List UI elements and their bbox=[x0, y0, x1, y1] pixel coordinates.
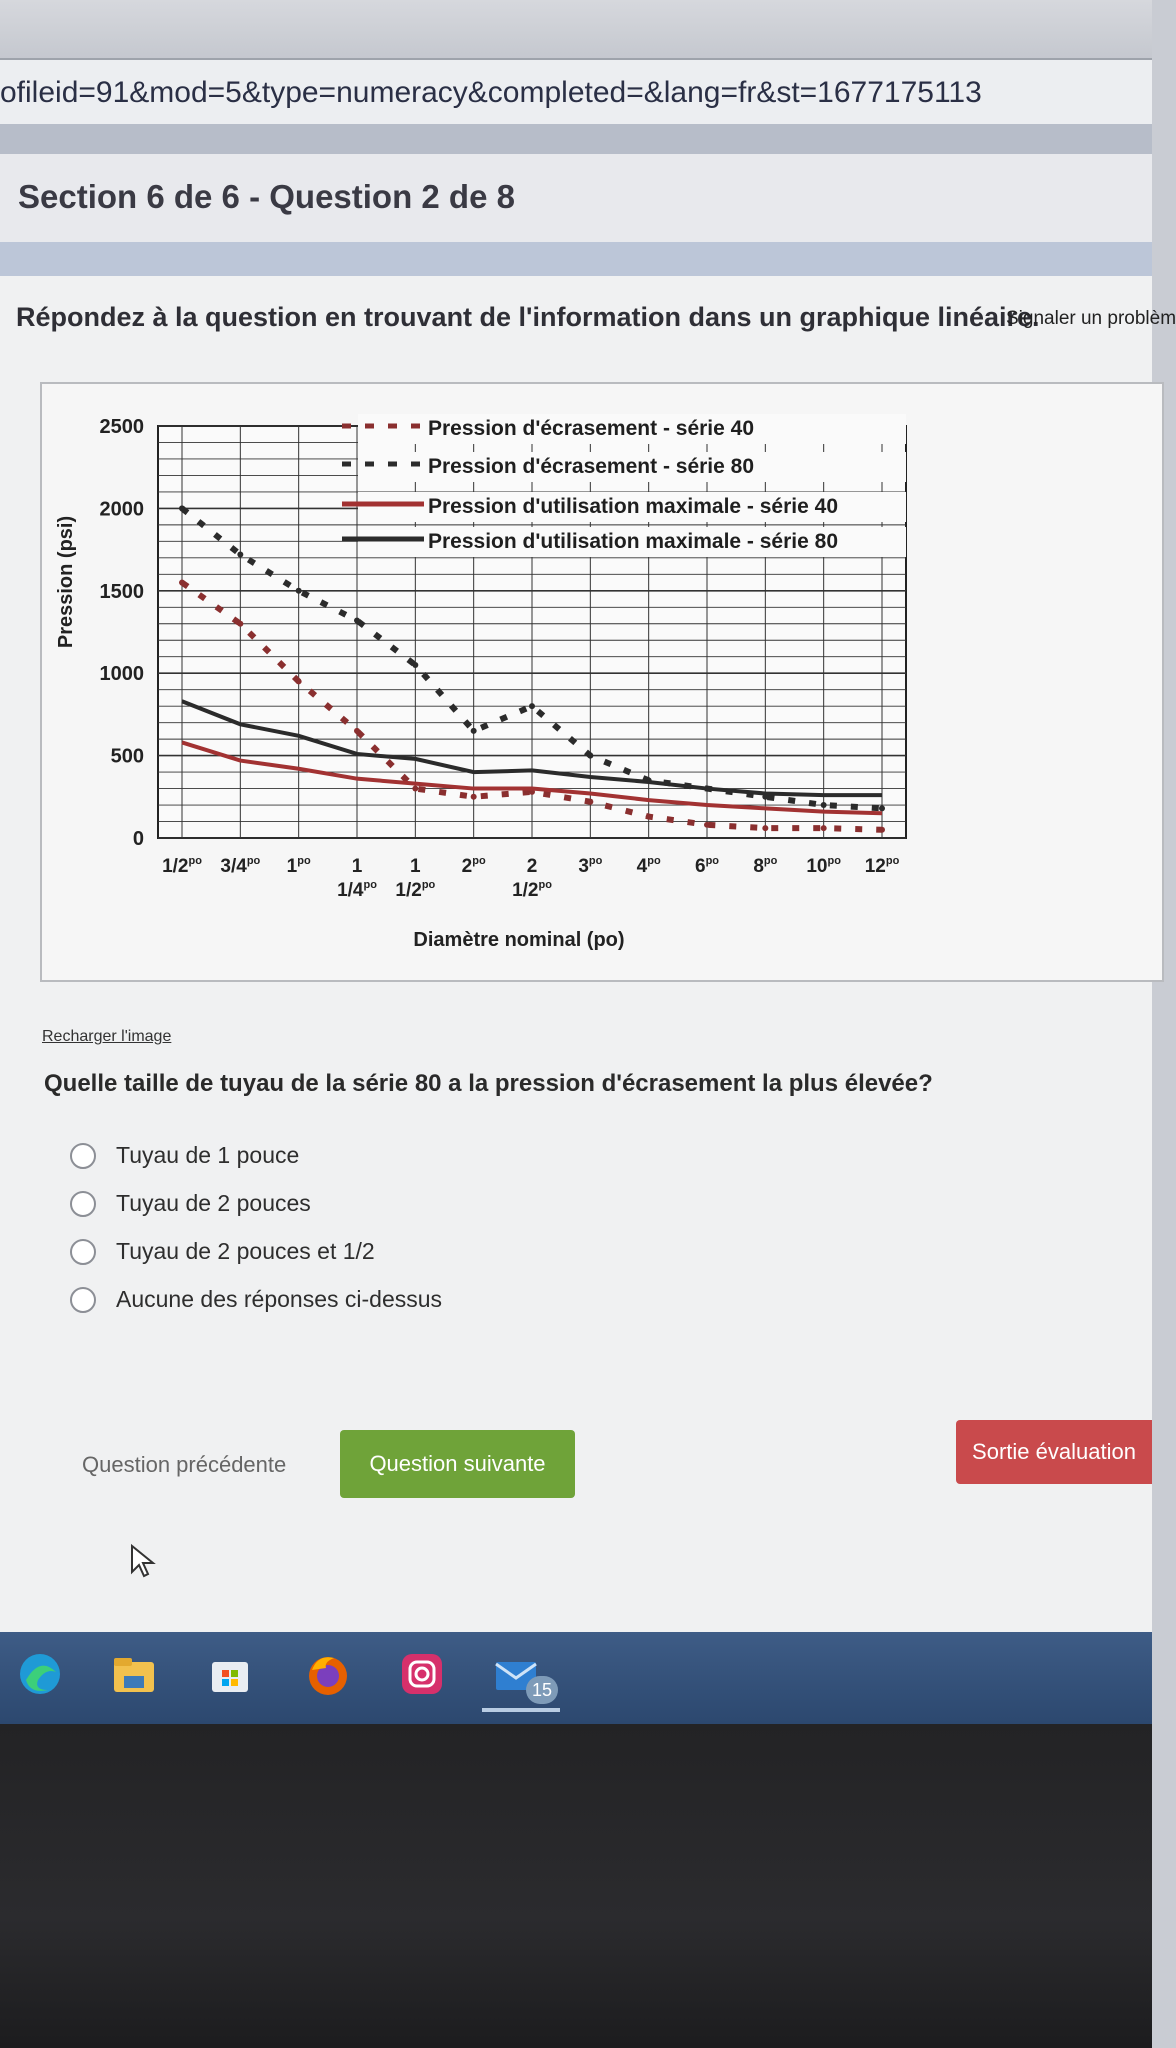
question-instruction: Répondez à la question en trouvant de l'information dans un graphique linéaire. bbox=[16, 302, 1040, 332]
data-point bbox=[179, 580, 185, 586]
x-tick-label: 1 bbox=[351, 856, 363, 877]
radio-button[interactable] bbox=[70, 1191, 96, 1217]
data-point bbox=[646, 814, 652, 820]
report-problem-link[interactable]: Signaler un problèm bbox=[1006, 308, 1176, 329]
x-tick-unit: po bbox=[763, 855, 778, 867]
section-title: Section 6 de 6 - Question 2 de 8 bbox=[18, 178, 515, 215]
x-tick-unit: po bbox=[827, 855, 841, 867]
address-bar-url[interactable]: ofileid=91&mod=5&type=numeracy&completed=&lang=fr&st=1677175113 bbox=[0, 76, 982, 109]
legend-entry: Pression d'écrasement - série 80 bbox=[428, 455, 755, 478]
x-tick-label: $2^{po}$ bbox=[461, 855, 486, 877]
answer-option-3[interactable] bbox=[70, 1238, 375, 1265]
x-tick-label: $10^{po}$ bbox=[806, 855, 841, 877]
firefox-icon[interactable] bbox=[304, 1650, 352, 1698]
data-point bbox=[587, 799, 593, 805]
x-tick-label: $1/2^{po}$ bbox=[512, 879, 552, 901]
y-tick-label: 1000 bbox=[99, 663, 144, 686]
x-tick-unit: po bbox=[647, 855, 661, 867]
x-tick-unit: po bbox=[297, 855, 311, 867]
x-tick-unit: po bbox=[246, 855, 261, 867]
data-point bbox=[354, 617, 360, 623]
previous-question-button[interactable]: Question précédente bbox=[82, 1452, 287, 1477]
x-tick-label: $12^{po}$ bbox=[864, 855, 900, 877]
radio-button[interactable] bbox=[70, 1143, 96, 1169]
answer-option-1[interactable] bbox=[70, 1142, 299, 1169]
answer-option-4[interactable] bbox=[70, 1286, 442, 1313]
answer-option-2[interactable] bbox=[70, 1190, 311, 1217]
data-point bbox=[179, 505, 185, 511]
header-spacer bbox=[0, 124, 1152, 154]
exit-assessment-button[interactable]: Sortie évaluation bbox=[956, 1420, 1152, 1484]
data-point bbox=[879, 805, 885, 811]
x-tick-label: $6^{po}$ bbox=[694, 855, 720, 877]
active-app-indicator bbox=[482, 1708, 560, 1712]
data-point bbox=[412, 786, 418, 792]
x-axis-label: Diamètre nominal (po) bbox=[413, 929, 625, 951]
monitor-bezel bbox=[0, 1724, 1152, 2048]
x-tick-unit: po bbox=[705, 855, 720, 867]
answer-option-label: Tuyau de 1 pouce bbox=[116, 1142, 300, 1168]
data-point bbox=[354, 728, 360, 734]
x-tick-label: 2 bbox=[526, 856, 538, 877]
microsoft-store-icon[interactable] bbox=[206, 1650, 254, 1698]
x-tick-label: $4^{po}$ bbox=[636, 855, 661, 877]
answer-option-label: Tuyau de 2 pouces bbox=[116, 1190, 311, 1216]
x-tick-unit: po bbox=[421, 879, 436, 891]
section-header bbox=[0, 154, 1152, 242]
data-point bbox=[821, 825, 827, 831]
x-tick-label: $3^{po}$ bbox=[578, 855, 603, 877]
legend-entry: Pression d'utilisation maximale - série 80 bbox=[428, 530, 838, 553]
question-text: Quelle taille de tuyau de la série 80 a la pression d'écrasement la plus élevée? bbox=[44, 1070, 933, 1097]
mouse-cursor-icon bbox=[130, 1544, 156, 1578]
answer-option-label: Tuyau de 2 pouces et 1/2 bbox=[116, 1238, 375, 1264]
x-tick-unit: po bbox=[363, 879, 377, 891]
y-tick-label: 2500 bbox=[99, 416, 144, 438]
data-point bbox=[296, 678, 302, 684]
y-tick-label: 1500 bbox=[99, 580, 144, 603]
data-point bbox=[296, 588, 302, 594]
x-tick-label: $1^{po}$ bbox=[286, 855, 311, 877]
file-explorer-icon[interactable] bbox=[110, 1650, 158, 1698]
x-tick-label: $8^{po}$ bbox=[753, 855, 778, 877]
data-point bbox=[704, 822, 710, 828]
legend-entry: Pression d'utilisation maximale - série 40 bbox=[428, 495, 838, 518]
x-tick-unit: po bbox=[588, 855, 603, 867]
y-tick-label: 0 bbox=[132, 828, 144, 850]
radio-button[interactable] bbox=[70, 1239, 96, 1265]
data-point bbox=[821, 802, 827, 808]
y-axis-ticks bbox=[100, 416, 145, 850]
x-tick-unit: po bbox=[885, 855, 900, 867]
y-tick-label: 2000 bbox=[99, 498, 144, 521]
instagram-icon[interactable] bbox=[398, 1650, 446, 1698]
reload-image-link[interactable]: Recharger l'image bbox=[42, 1028, 172, 1045]
header-divider-band bbox=[0, 242, 1152, 276]
data-point bbox=[879, 827, 885, 833]
radio-button[interactable] bbox=[70, 1287, 96, 1313]
data-point bbox=[237, 621, 243, 627]
address-bar[interactable] bbox=[0, 58, 1152, 126]
line-chart bbox=[40, 382, 1150, 976]
x-tick-label: $1/2^{po}$ bbox=[395, 879, 436, 901]
chart-grid bbox=[158, 426, 906, 838]
data-point bbox=[587, 753, 593, 759]
data-point bbox=[412, 662, 418, 668]
x-tick-label: $1/2^{po}$ bbox=[162, 855, 202, 877]
next-question-button[interactable]: Question suivante bbox=[340, 1430, 575, 1498]
data-point bbox=[471, 794, 477, 800]
x-tick-label: $3/4^{po}$ bbox=[220, 855, 261, 877]
answer-option-label: Aucune des réponses ci-dessus bbox=[116, 1286, 443, 1312]
data-point bbox=[471, 728, 477, 734]
y-axis-label: Pression (psi) bbox=[55, 515, 77, 649]
data-point bbox=[237, 552, 243, 558]
data-point bbox=[529, 703, 535, 709]
taskbar bbox=[0, 1632, 1152, 1724]
legend-entry: Pression d'écrasement - série 40 bbox=[428, 417, 755, 440]
mail-unread-badge: 15 bbox=[526, 1676, 558, 1704]
x-tick-label: 1 bbox=[410, 856, 421, 877]
y-tick-label: 500 bbox=[110, 745, 144, 768]
x-tick-label: $1/4^{po}$ bbox=[337, 879, 377, 901]
edge-icon[interactable] bbox=[16, 1650, 64, 1698]
x-tick-unit: po bbox=[188, 855, 202, 867]
x-axis-ticks bbox=[162, 855, 900, 901]
x-tick-unit: po bbox=[472, 855, 486, 867]
data-point bbox=[762, 825, 768, 831]
browser-tab-strip bbox=[0, 0, 1152, 58]
x-tick-unit: po bbox=[538, 879, 552, 891]
